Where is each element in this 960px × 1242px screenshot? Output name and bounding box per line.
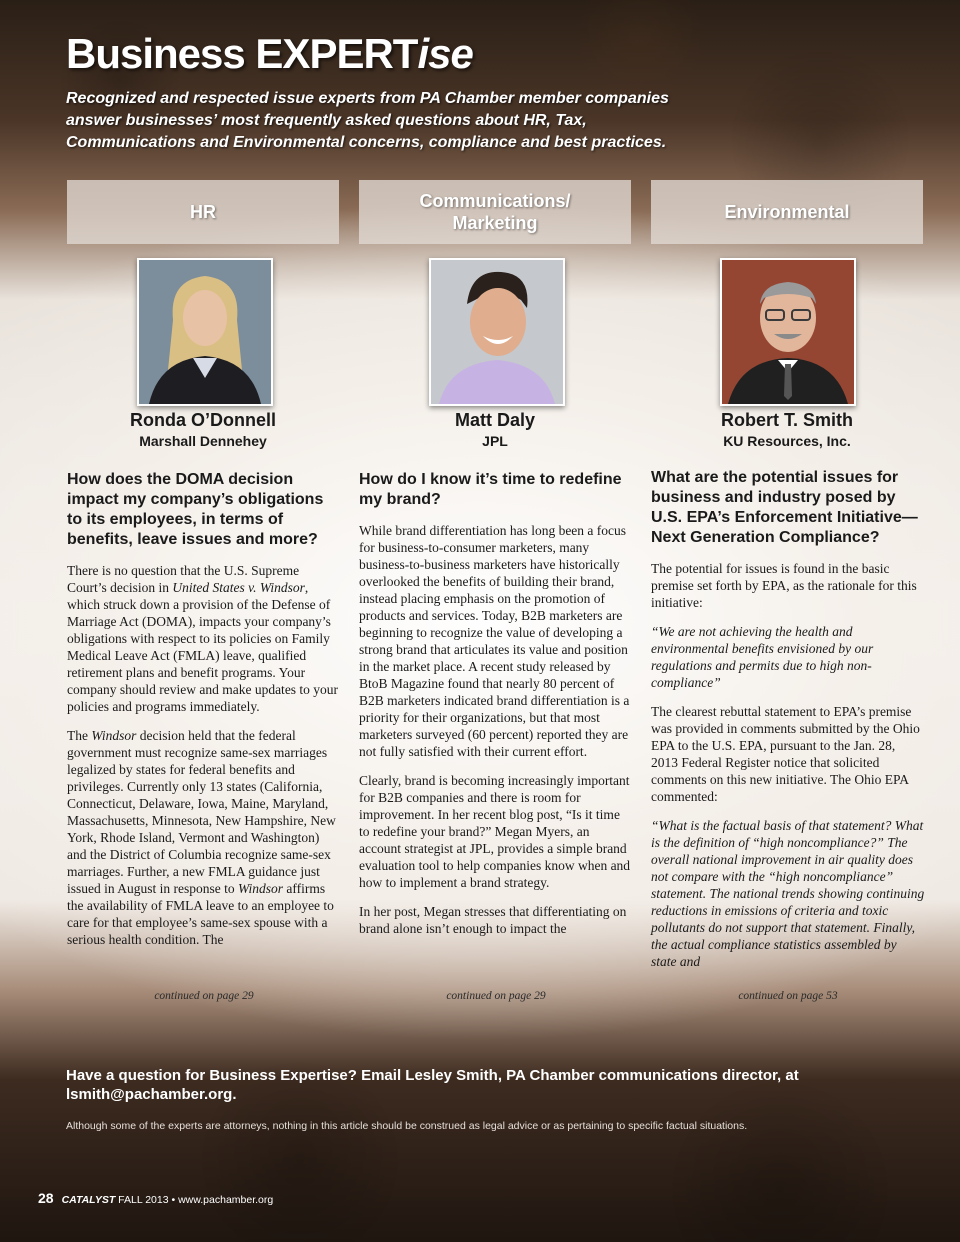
question-communications: How do I know it’s time to redefine my brand? xyxy=(359,471,622,508)
question-hr: How does the DOMA decision impact my company’s obligations to its employees, in terms of benefits, leave issues and more? xyxy=(67,471,324,548)
expert-company-environmental: KU Resources, Inc. xyxy=(723,433,851,449)
column-hr xyxy=(67,470,341,960)
expert-name-communications: Matt Daly xyxy=(454,410,535,430)
answer-paragraph: There is no question that the U.S. Supreme Court’s decision in United States v. Windsor, which struck down a provision of the Defense of Marriage Act (DOMA), impacts your company’s obligations with respect to its policies on Family Medical Leave Act (FMLA) leave, qualified retirement plans and benefit programs. Your company should review and make updates to your policies and programs immediately. xyxy=(67,563,339,714)
expert-company-hr: Marshall Dennehey xyxy=(139,433,267,449)
answer-paragraph: The potential for issues is found in the basic premise set forth by EPA, as the rationale for this initiative: xyxy=(651,561,917,610)
page-subtitle: Recognized and respected issue experts from PA Chamber member companies answer businesses’ most frequently asked questions about HR, Tax, Communications and Environmental concerns, compliance and best practices. xyxy=(66,90,669,151)
column-environmental xyxy=(651,468,925,982)
continued-link-communications[interactable]: continued on page 29 xyxy=(446,990,546,1002)
answer-paragraph: The Windsor decision held that the federal government must recognize same-sex marriages legalized by states for federal benefits and privileges. Currently only 13 states (California, Connecticut, Delaware, Iowa, Maine, Maryland, Massachusetts, Minnesota, New Hampshire, New York, Rhode Island, Vermont and Washington) and the District of Columbia recognize same-sex marriages. Further, a new FMLA guidance just issued in August in response to Windsor affirms the availability of FMLA leave to an employee to care for that employee’s same-sex spouse with a serious health condition. The xyxy=(67,728,336,947)
title-main: Business EXPERT xyxy=(66,30,418,77)
category-tab-hr: HR xyxy=(67,180,339,244)
quoted-statement: “We are not achieving the health and environmental benefits envisioned by our regulations and permits due to high non-compliance” xyxy=(651,624,874,690)
expert-photo-smith xyxy=(720,258,856,406)
column-communications xyxy=(359,470,633,949)
category-tab-environmental: Environmental xyxy=(651,180,923,244)
expert-name-hr: Ronda O’Donnell xyxy=(130,410,276,430)
page-number: 28 xyxy=(38,1190,54,1206)
expert-photo-daly xyxy=(429,258,565,406)
page-title xyxy=(66,30,473,78)
category-tab-communications: Communications/ Marketing xyxy=(359,180,631,244)
continued-link-environmental[interactable]: continued on page 53 xyxy=(738,990,838,1002)
answer-paragraph: In her post, Megan stresses that differentiating on brand alone isn’t enough to impact the xyxy=(359,904,627,936)
answer-paragraph: Clearly, brand is becoming increasingly important for B2B companies and there is room for improvement. In her recent blog post, “Is it time to redefine your brand?” Megan Myers, an account strategist at JPL, provides a simple brand evaluation tool to help companies know when and how to implement a brand strategy. xyxy=(359,773,631,890)
quoted-statement: “What is the factual basis of that statement? What is the definition of “high noncompliance?” The overall national improvement in air quality does not compare with the “high noncompliance” statement. The national trends showing continuing reductions in emissions of criteria and toxic pollutants do not support that statement. Finally, the actual compliance statistics assembled by state and xyxy=(651,818,925,969)
page-folio xyxy=(38,1190,273,1206)
question-environmental: What are the potential issues for business and industry posed by U.S. EPA’s Enforcement Initiative—Next Generation Compliance? xyxy=(651,469,918,546)
continued-link-hr[interactable]: continued on page 29 xyxy=(154,990,254,1002)
title-italic-suffix: ise xyxy=(417,30,473,77)
contact-question: Have a question for Business Expertise? Email Lesley Smith, PA Chamber communications director, at lsmith@pachamber.org. xyxy=(66,1067,799,1103)
expert-photo-odonnell xyxy=(137,258,273,406)
expert-company-communications: JPL xyxy=(482,433,508,449)
answer-paragraph: While brand differentiation has long been a focus for business-to-consumer marketers, many business-to-business marketers have historically overlooked the benefits of building their brand, instead placing emphasis on the promotion of products and services. Today, B2B marketers are beginning to recognize the value of developing a strong brand that articulates its value and position in the market place. A recent study released by BtoB Magazine found that nearly 80 percent of B2B marketers indicated brand differentiation is a priority for their organizations, but that most marketers surveyed (60 percent) reported they are not fully satisfied with their current effort. xyxy=(359,523,630,759)
magazine-name: CATALYST xyxy=(61,1194,116,1206)
expert-name-environmental: Robert T. Smith xyxy=(720,410,853,430)
answer-paragraph: The clearest rebuttal statement to EPA’s premise was provided in comments submitted by the Ohio EPA to the U.S. EPA, pursuant to the Jan. 28, 2013 Federal Register notice that solicited comments on this new initiative. The Ohio EPA commented: xyxy=(651,704,920,804)
issue-info: FALL 2013 • www.pachamber.org xyxy=(118,1194,274,1206)
legal-disclaimer: Although some of the experts are attorneys, nothing in this article should be construed as legal advice or as pertaining to specific factual situations. xyxy=(66,1120,748,1132)
